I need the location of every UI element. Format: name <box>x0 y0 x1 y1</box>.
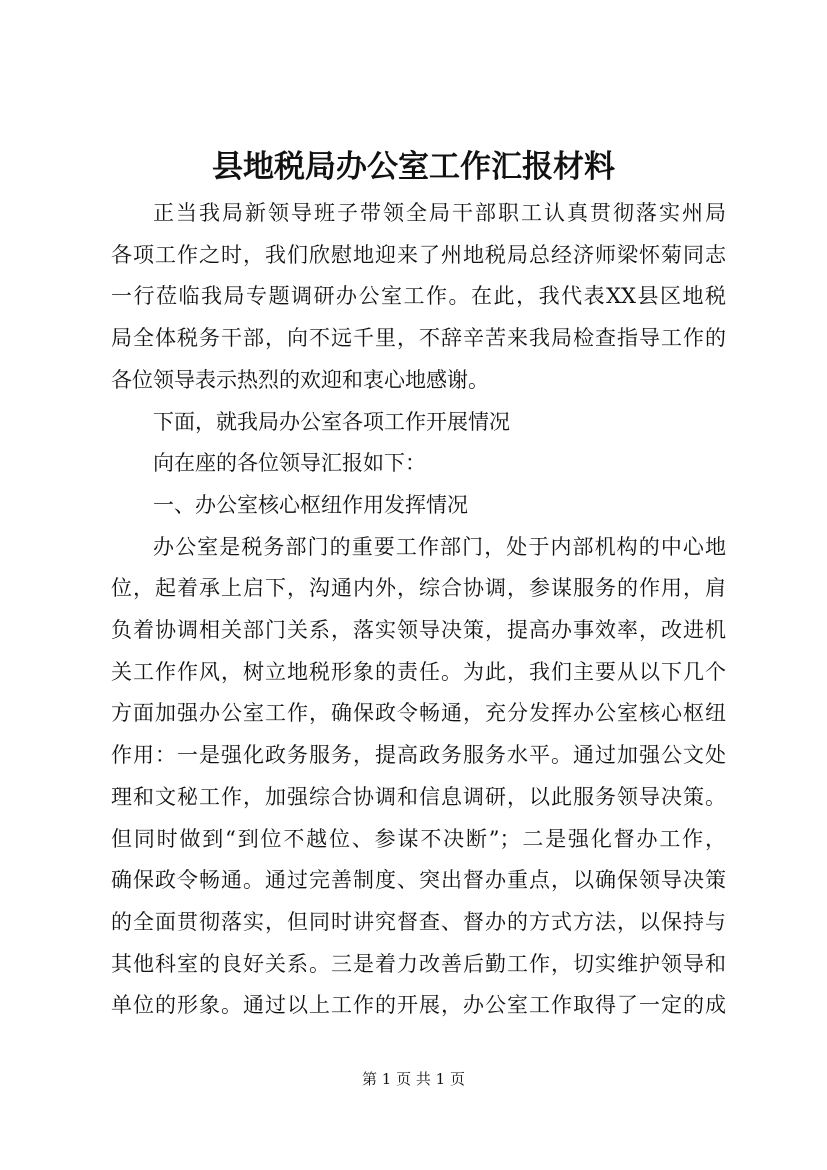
document-body <box>111 193 726 1027</box>
text-line: 办公室是税务部门的重要工作部门，处于内部机构的中心地 <box>153 534 726 559</box>
text-line: 理和文秘工作，加强综合协调和信息调研，以此服务领导决策。 <box>111 784 726 809</box>
text-line: 的全面贯彻落实，但同时讲究督查、督办的方式方法，以保持与 <box>111 909 726 934</box>
text-line: 位，起着承上启下，沟通内外，综合协调，参谋服务的作用，肩 <box>111 576 726 601</box>
document-title: 县地税局办公室工作汇报材料 <box>212 149 615 185</box>
text-line: 但同时做到“到位不越位、参谋不决断”；二是强化督办工作， <box>111 826 726 851</box>
text-line: 单位的形象。通过以上工作的开展，办公室工作取得了一定的成 <box>111 993 726 1018</box>
text-line: 方面加强办公室工作，确保政令畅通，充分发挥办公室核心枢纽 <box>111 701 726 726</box>
text-line: 一、办公室核心枢纽作用发挥情况 <box>153 492 468 517</box>
text-line: 关工作作风，树立地税形象的责任。为此，我们主要从以下几个 <box>111 659 726 684</box>
text-line: 一行莅临我局专题调研办公室工作。在此，我代表XX县区地税 <box>111 284 726 309</box>
text-line: 其他科室的良好关系。三是着力改善后勤工作，切实维护领导和 <box>111 951 726 976</box>
text-line: 局全体税务干部，向不远千里，不辞辛苦来我局检查指导工作的 <box>111 326 726 351</box>
text-line: 确保政令畅通。通过完善制度、突出督办重点，以确保领导决策 <box>111 868 726 893</box>
text-line: 下面，就我局办公室各项工作开展情况 <box>153 409 510 434</box>
text-line: 向在座的各位领导汇报如下： <box>153 451 426 476</box>
text-line: 各项工作之时，我们欣慰地迎来了州地税局总经济师梁怀菊同志 <box>111 242 726 267</box>
text-line: 各位领导表示热烈的欢迎和衷心地感谢。 <box>111 367 489 392</box>
page-footer: 第 1 页 共 1 页 <box>362 1070 465 1088</box>
text-line: 负着协调相关部门关系，落实领导决策，提高办事效率，改进机 <box>111 618 726 643</box>
text-line: 作用：一是强化政务服务，提高政务服务水平。通过加强公文处 <box>111 743 726 768</box>
text-line: 正当我局新领导班子带领全局干部职工认真贯彻落实州局 <box>153 201 726 225</box>
